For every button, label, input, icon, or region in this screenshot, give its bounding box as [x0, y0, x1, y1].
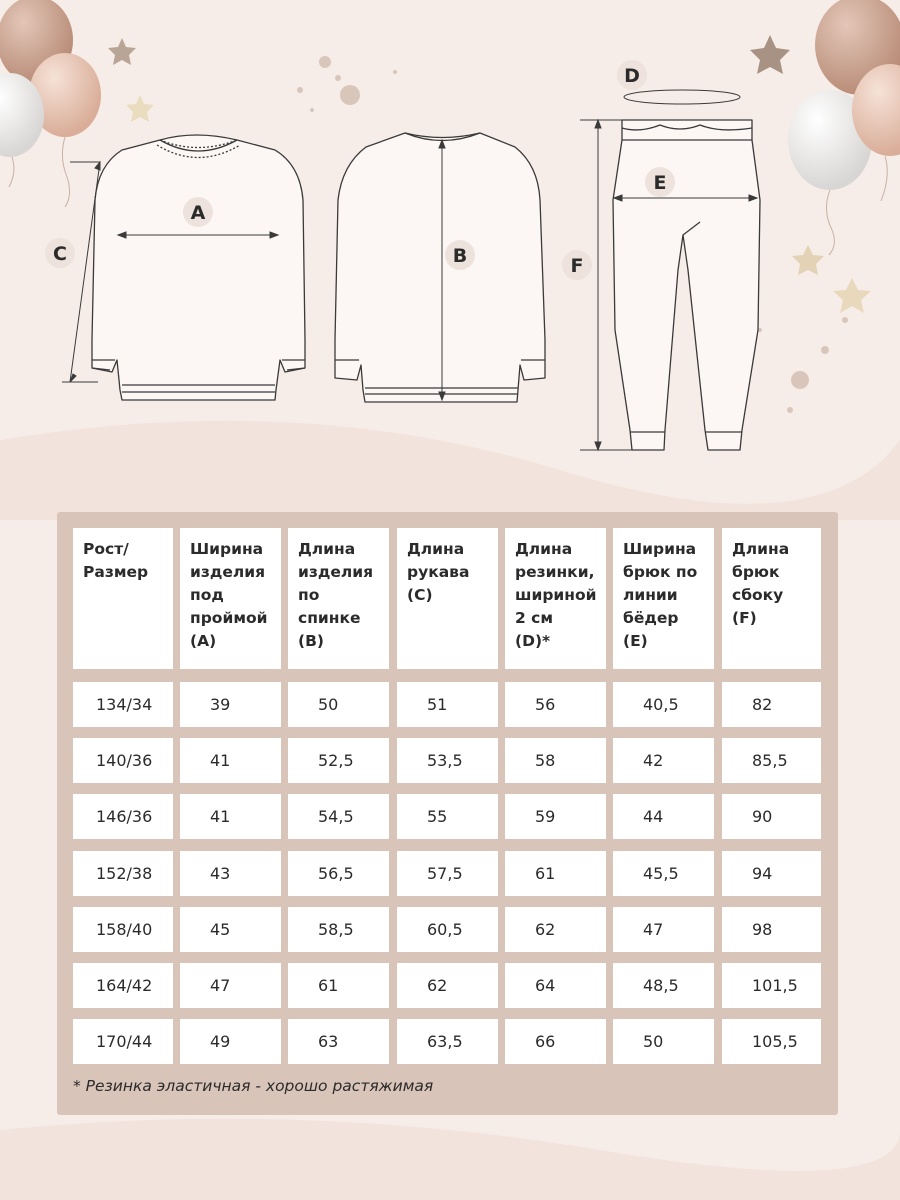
measurement-cell: 47 [180, 963, 281, 1008]
header-cell: Длина брюк сбоку (F) [722, 528, 821, 669]
size-cell: 140/36 [73, 738, 173, 783]
dimension-e-label: E [653, 172, 667, 194]
size-cell: 158/40 [73, 907, 173, 952]
measurement-cell: 45 [180, 907, 281, 952]
footnote: * Резинка эластичная - хорошо растяжимая [73, 1077, 434, 1095]
header-cell: Длина изделия по спинке (В) [288, 528, 389, 669]
measurement-cell: 58,5 [288, 907, 389, 952]
measurement-cell: 85,5 [722, 738, 821, 783]
measurement-cell: 64 [505, 963, 606, 1008]
measurement-cell: 42 [613, 738, 714, 783]
measurement-cell: 43 [180, 851, 281, 896]
size-cell: 170/44 [73, 1019, 173, 1064]
size-cell: 152/38 [73, 851, 173, 896]
measurement-cell: 63 [288, 1019, 389, 1064]
measurement-cell: 40,5 [613, 682, 714, 727]
measurement-cell: 58 [505, 738, 606, 783]
measurement-cell: 41 [180, 794, 281, 839]
measurement-cell: 48,5 [613, 963, 714, 1008]
garment-diagram [0, 0, 900, 480]
header-cell: Рост/ Размер [73, 528, 173, 669]
measurement-cell: 90 [722, 794, 821, 839]
measurement-cell: 62 [505, 907, 606, 952]
measurement-cell: 98 [722, 907, 821, 952]
header-cell: Длина рукава (С) [397, 528, 498, 669]
dimension-f-label: F [570, 255, 584, 277]
measurement-cell: 47 [613, 907, 714, 952]
measurement-cell: 59 [505, 794, 606, 839]
pants-drawing [613, 120, 760, 450]
measurement-cell: 49 [180, 1019, 281, 1064]
dimension-b-label: B [452, 245, 468, 267]
measurement-cell: 51 [397, 682, 498, 727]
measurement-cell: 62 [397, 963, 498, 1008]
measurement-cell: 39 [180, 682, 281, 727]
measurement-cell: 50 [288, 682, 389, 727]
size-cell: 134/34 [73, 682, 173, 727]
measurement-cell: 56 [505, 682, 606, 727]
header-cell: Длина резинки, шириной 2 см (D)* [505, 528, 606, 669]
dimension-d-line [624, 90, 740, 104]
measurement-cell: 60,5 [397, 907, 498, 952]
size-cell: 146/36 [73, 794, 173, 839]
measurement-cell: 52,5 [288, 738, 389, 783]
dimension-c-label: C [53, 243, 67, 265]
measurement-cell: 53,5 [397, 738, 498, 783]
measurement-cell: 66 [505, 1019, 606, 1064]
measurement-cell: 63,5 [397, 1019, 498, 1064]
dimension-a-label: A [190, 202, 206, 224]
measurement-cell: 54,5 [288, 794, 389, 839]
measurement-cell: 94 [722, 851, 821, 896]
measurement-cell: 45,5 [613, 851, 714, 896]
measurement-cell: 44 [613, 794, 714, 839]
measurement-cell: 57,5 [397, 851, 498, 896]
header-cell: Ширина брюк по линии бёдер (Е) [613, 528, 714, 669]
measurement-cell: 50 [613, 1019, 714, 1064]
size-table [57, 512, 838, 1115]
sweatshirt-back-drawing [335, 133, 545, 402]
measurement-cell: 101,5 [722, 963, 821, 1008]
size-cell: 164/42 [73, 963, 173, 1008]
measurement-cell: 61 [505, 851, 606, 896]
measurement-cell: 56,5 [288, 851, 389, 896]
sweatshirt-front-drawing [92, 135, 305, 400]
header-cell: Ширина изделия под проймой (А) [180, 528, 281, 669]
measurement-cell: 41 [180, 738, 281, 783]
measurement-cell: 82 [722, 682, 821, 727]
measurement-cell: 55 [397, 794, 498, 839]
measurement-cell: 105,5 [722, 1019, 821, 1064]
dimension-d-label: D [624, 65, 640, 87]
measurement-cell: 61 [288, 963, 389, 1008]
